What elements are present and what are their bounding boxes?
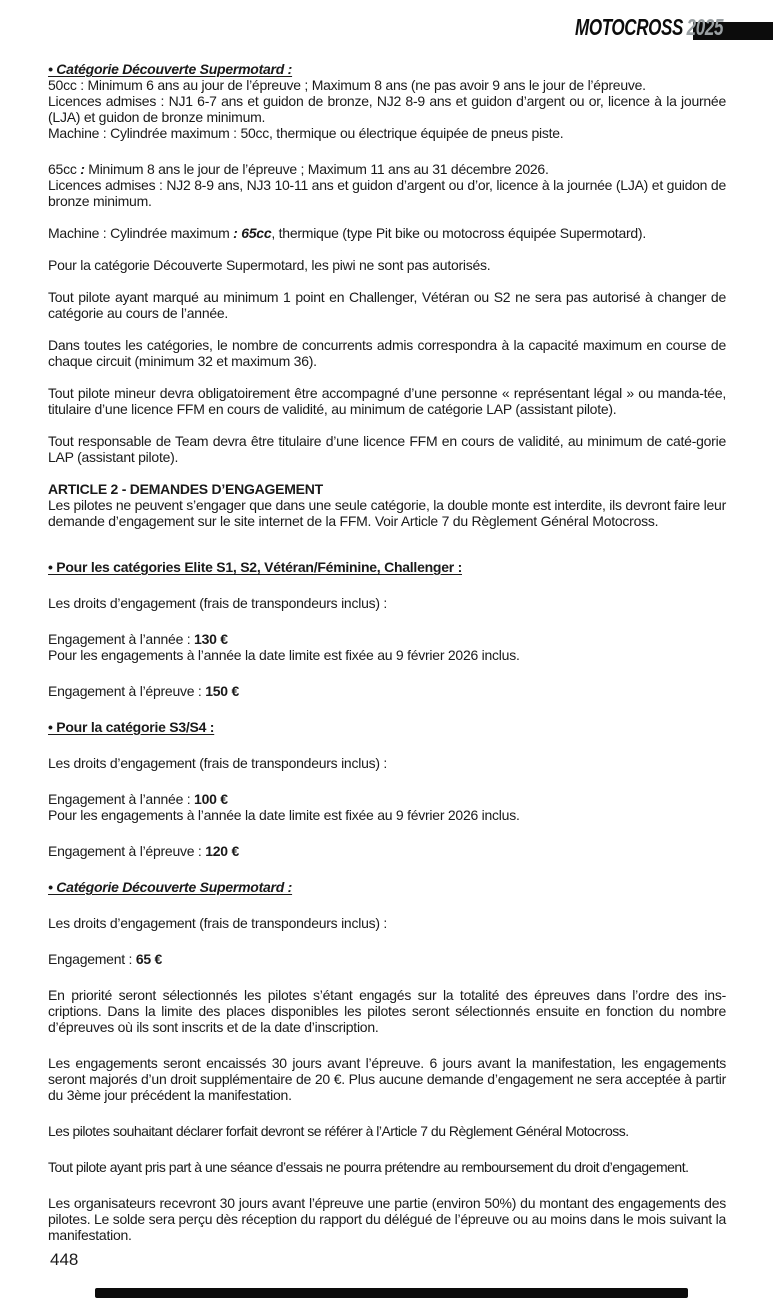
page-number: 448 (50, 1250, 79, 1269)
heading-decouverte-supermotard-2: • Catégorie Découverte Supermotard : (48, 879, 293, 895)
para-essais: Tout pilote ayant pris part à une séance d’essais ne pourra prétendre au remboursement du droit d’engagement. (48, 1159, 689, 1175)
para-engagement-epreuve-120: Engagement à l’épreuve : 120 € (48, 843, 239, 859)
brand-title: MOTOCROSS (574, 14, 683, 40)
para-encaissement: Les engagements seront encaissés 30 jours avant l’épreuve. 6 jours avant la manifestation, les engagements seront majorés d’un droit supplémentaire de 20 €. Plus aucune demande d’engagement ne sera acceptée à partir du 3ème jour précédent la manifestation. (48, 1055, 726, 1103)
para-droits-decouverte: Les droits d’engagement (frais de transpondeurs inclus) : (48, 915, 388, 931)
para-forfait: Les pilotes souhaitant déclarer forfait devront se référer à l’Article 7 du Règlement Général Motocross. (48, 1123, 629, 1139)
para-machine-50cc: Machine : Cylindrée maximum : 50cc, thermique ou électrique équipée de pneus piste. (48, 125, 564, 141)
para-50cc: 50cc : Minimum 6 ans au jour de l’épreuve ; Maximum 8 ans (ne pas avoir 9 ans le jour de l’épreuve. (48, 77, 646, 93)
para-date-limite-2: Pour les engagements à l’année la date limite est fixée au 9 février 2026 inclus. (48, 807, 520, 823)
para-engagement-65: Engagement : 65 € (48, 951, 163, 967)
para-piwi: Pour la catégorie Découverte Supermotard, les piwi ne sont pas autorisés. (48, 257, 491, 273)
footer-black-bar (95, 1288, 688, 1298)
para-responsable-team: Tout responsable de Team devra être titulaire d’une licence FFM en cours de validité, au minimum de caté-gorie LAP (assistant pilote). (48, 433, 726, 465)
para-organisateurs: Les organisateurs recevront 30 jours avant l’épreuve une partie (environ 50%) du montant des engagements des pilotes. Le solde sera perçu dès réception du rapport du délégué de l’épreuve ou au moins dans le mois suivant la manifestation. (48, 1195, 726, 1243)
heading-article-2: ARTICLE 2 - DEMANDES D’ENGAGEMENT (48, 481, 323, 497)
para-priorite-selection: En priorité seront sélectionnés les pilotes s’étant engagés sur la totalité des épreuves dans l’ordre des ins-criptions. Dans la limite des places disponibles les pilotes seront sélectionnés ensuite en fonction du nombre d’épreuves où ils sont inscrits et de la date d’inscription. (48, 987, 726, 1035)
para-droits-elite: Les droits d’engagement (frais de transpondeurs inclus) : (48, 595, 388, 611)
para-engagement-epreuve-150: Engagement à l’épreuve : 150 € (48, 683, 239, 699)
document-body (48, 61, 726, 1243)
para-machine-65cc: Machine : Cylindrée maximum : 65cc, thermique (type Pit bike ou motocross équipée Supermotard). (48, 225, 646, 241)
para-engagement-annee-130: Engagement à l’année : 130 € (48, 631, 228, 647)
para-concurrents-admis: Dans toutes les catégories, le nombre de concurrents admis correspondra à la capacité maximum en course de chaque circuit (minimum 32 et maximum 36). (48, 337, 726, 369)
para-droits-s3s4: Les droits d’engagement (frais de transpondeurs inclus) : (48, 755, 388, 771)
heading-s3-s4: • Pour la catégorie S3/S4 : (48, 719, 215, 735)
para-65cc: 65cc : Minimum 8 ans le jour de l’épreuve ; Maximum 11 ans au 31 décembre 2026. (48, 161, 549, 177)
para-changement-categorie: Tout pilote ayant marqué au minimum 1 point en Challenger, Vétéran ou S2 ne sera pas autorisé à changer de catégorie au cours de l’année. (48, 289, 726, 321)
brand-year: 2025 (686, 14, 723, 40)
heading-elite-s1-s2: • Pour les catégories Elite S1, S2, Vétéran/Féminine, Challenger : (48, 559, 462, 575)
para-licences-50cc: Licences admises : NJ1 6-7 ans et guidon de bronze, NJ2 8-9 ans et guidon d’argent ou or, licence à la journée (LJA) et guidon de bronze minimum. (48, 93, 726, 125)
para-pilote-mineur: Tout pilote mineur devra obligatoirement être accompagné d’une personne « représentant légal » ou manda-tée, titulaire d’une licence FFM en cours de validité, au minimum de catégorie LAP (assistant pilote). (48, 385, 726, 417)
heading-decouverte-supermotard: • Catégorie Découverte Supermotard : (48, 61, 293, 77)
para-article2-intro: Les pilotes ne peuvent s’engager que dans une seule catégorie, la double monte est interdite, ils devront faire leur demande d’engagement sur le site internet de la FFM. Voir Article 7 du Règlement Général Motocross. (48, 497, 726, 529)
header-logo (575, 14, 723, 41)
para-date-limite-1: Pour les engagements à l’année la date limite est fixée au 9 février 2026 inclus. (48, 647, 520, 663)
para-licences-65cc: Licences admises : NJ2 8-9 ans, NJ3 10-11 ans et guidon d’argent ou d’or, licence à la journée (LJA) et guidon de bronze minimum. (48, 177, 726, 209)
para-engagement-annee-100: Engagement à l’année : 100 € (48, 791, 228, 807)
